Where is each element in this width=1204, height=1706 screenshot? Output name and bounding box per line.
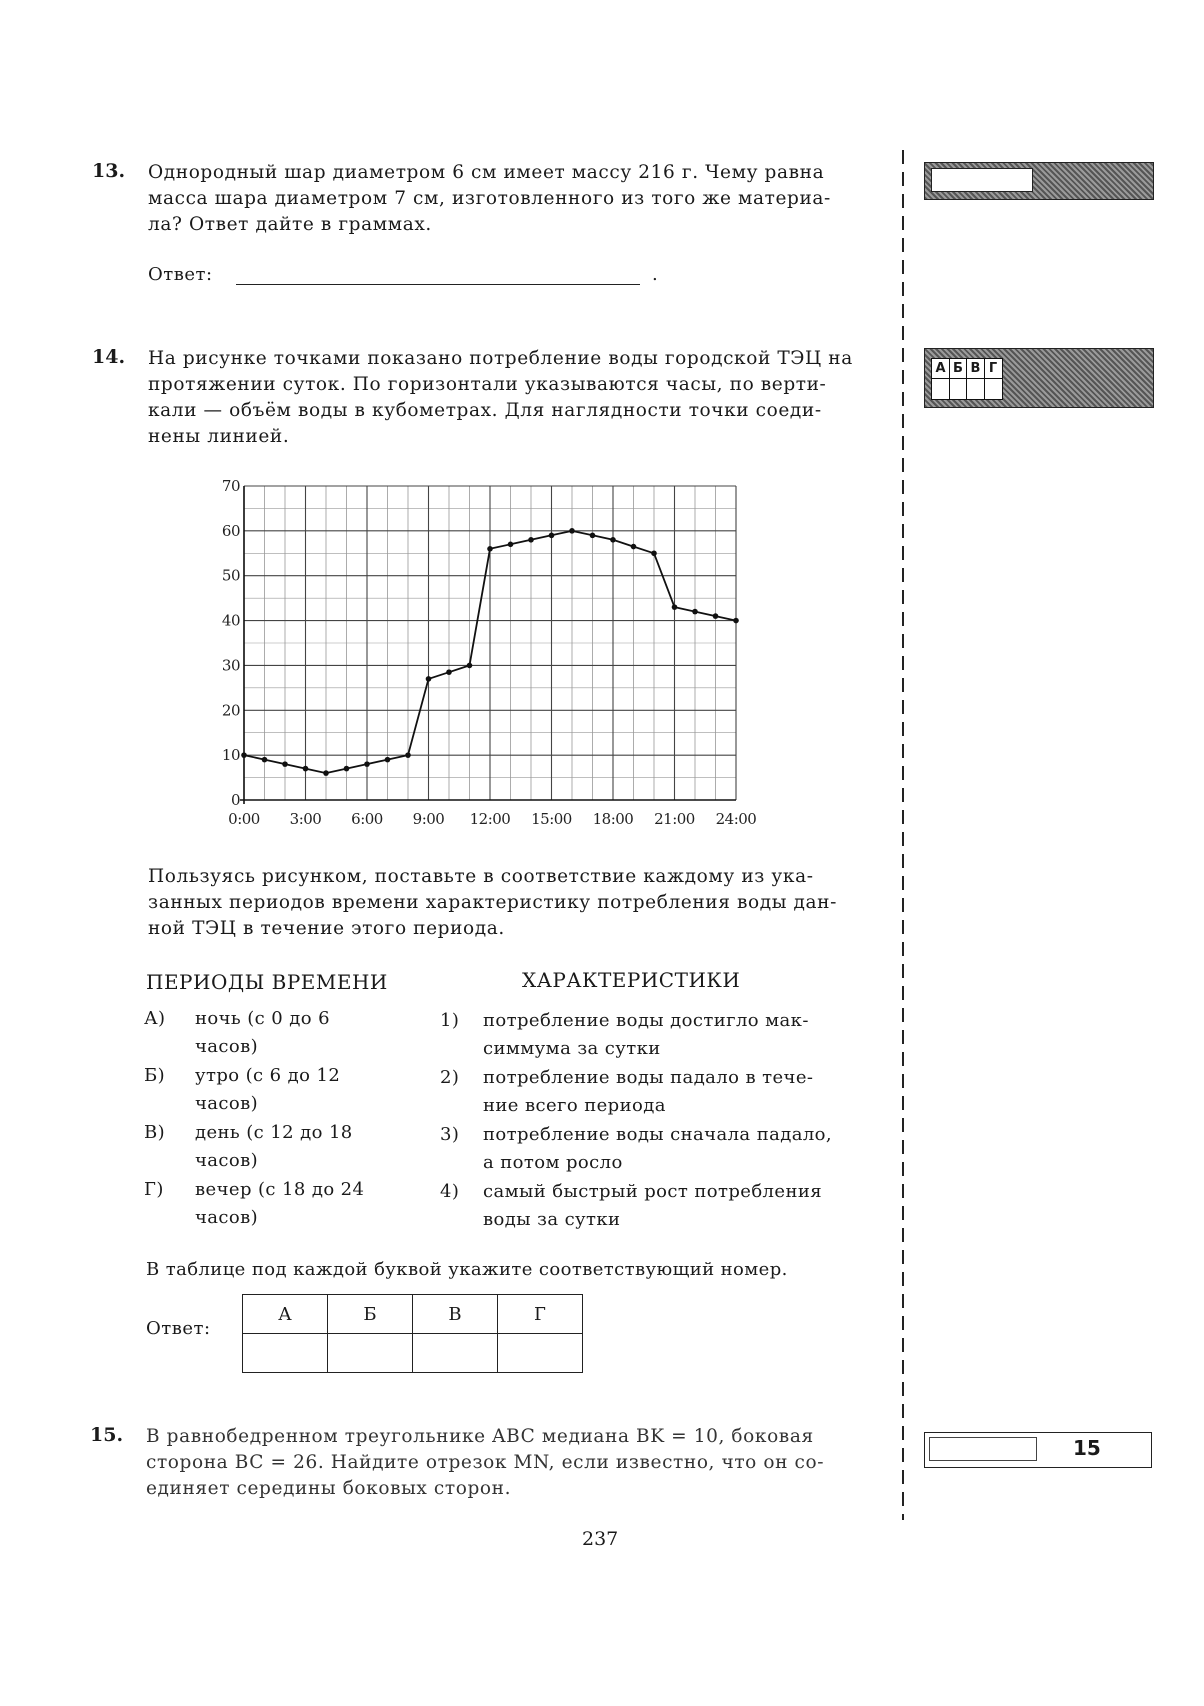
q13-line: масса шара диаметром 7 см, изготовленного из того же материа- [148, 188, 831, 209]
y-tick-label: 30 [221, 656, 240, 675]
characteristic-number: 3) [440, 1124, 460, 1145]
data-point [610, 537, 616, 543]
abvg-answer-cell[interactable] [966, 378, 985, 400]
period-letter: Б) [144, 1065, 166, 1086]
data-point [467, 663, 473, 669]
q15-line: В равнобедренном треугольнике ABC медиана BK = 10, боковая [146, 1426, 814, 1447]
answer-box-15-label: 15 [1073, 1436, 1101, 1460]
data-point [569, 528, 575, 534]
x-tick-label: 12:00 [469, 810, 511, 828]
data-point [549, 533, 555, 539]
period-text: часов) [195, 1036, 259, 1057]
q14-instruction-line: ной ТЭЦ в течение этого периода. [148, 918, 505, 939]
x-tick-label: 21:00 [654, 810, 695, 828]
characteristic-number: 4) [440, 1181, 460, 1202]
cut-line [902, 150, 904, 1520]
y-tick-label: 40 [221, 611, 240, 630]
y-tick-label: 20 [221, 701, 240, 720]
question-13-text [148, 160, 880, 238]
question-15-text [146, 1424, 880, 1502]
q13-answer-dot: . [652, 264, 659, 285]
abvg-cell: В [966, 358, 985, 380]
q14-instruction-line: занных периодов времени характеристику потребления воды дан- [148, 892, 837, 913]
characteristic-number: 1) [440, 1010, 460, 1031]
data-point [631, 544, 637, 550]
period-text: утро (с 6 до 12 [195, 1065, 341, 1086]
x-tick-label: 24:00 [715, 810, 757, 828]
answer-table-header-row [243, 1295, 583, 1334]
q13-line: Однородный шар диаметром 6 см имеет массу 216 г. Чему равна [148, 162, 825, 183]
characteristic-text: потребление воды достигло мак- [483, 1010, 809, 1031]
data-point [692, 609, 698, 615]
answer-cell-v[interactable] [413, 1334, 498, 1373]
period-text: часов) [195, 1150, 259, 1171]
period-text: день (с 12 до 18 [195, 1122, 353, 1143]
x-tick-label: 6:00 [351, 810, 383, 828]
characteristic-text: самый быстрый рост потребления [483, 1181, 822, 1202]
period-text: вечер (с 18 до 24 [195, 1179, 365, 1200]
period-text: часов) [195, 1093, 259, 1114]
table-instruction: В таблице под каждой буквой укажите соответствующий номер. [146, 1259, 788, 1280]
data-point [344, 766, 350, 772]
periods-heading: ПЕРИОДЫ ВРЕМЕНИ [146, 970, 388, 994]
data-point [446, 669, 452, 675]
question-15-number: 15. [90, 1424, 124, 1446]
characteristic-text: ние всего периода [483, 1095, 666, 1116]
q14-answer-label: Ответ: [146, 1318, 211, 1339]
data-point [426, 676, 432, 682]
x-tick-label: 9:00 [412, 810, 445, 828]
answer-box-13-field[interactable] [931, 168, 1033, 192]
characteristic-text: потребление воды падало в тече- [483, 1067, 814, 1088]
x-tick-label: 15:00 [531, 810, 572, 828]
answer-table-header: Б [328, 1295, 413, 1334]
characteristic-number: 2) [440, 1067, 460, 1088]
q13-answer-label: Ответ: [148, 264, 213, 285]
data-point [733, 618, 739, 624]
q15-line: единяет середины боковых сторон. [146, 1478, 512, 1499]
q15-line: сторона BC = 26. Найдите отрезок MN, если известно, что он со- [146, 1452, 825, 1473]
question-14-text [148, 346, 880, 450]
characteristic-text: симмума за сутки [483, 1038, 661, 1059]
answer-table-header: Г [498, 1295, 583, 1334]
q14-line: нены линией. [148, 426, 290, 447]
y-tick-label: 0 [230, 791, 240, 809]
data-point [487, 546, 493, 552]
x-tick-label: 18:00 [592, 810, 634, 828]
data-point [385, 757, 391, 763]
characteristic-text: а потом росло [483, 1152, 623, 1173]
data-point [241, 752, 247, 758]
water-consumption-chart [200, 470, 780, 840]
period-letter: Г) [144, 1179, 164, 1200]
answer-table [242, 1294, 583, 1373]
data-point [508, 542, 514, 548]
period-text: ночь (с 0 до 6 [195, 1008, 330, 1029]
answer-table-input-row [243, 1334, 583, 1373]
answer-cell-a[interactable] [243, 1334, 328, 1373]
abvg-cells [931, 357, 1001, 380]
q14-line: протяжении суток. По горизонтали указываются часы, по верти- [148, 374, 827, 395]
characteristic-text: воды за сутки [483, 1209, 621, 1230]
question-14-number: 14. [92, 346, 126, 368]
data-point [590, 533, 596, 539]
abvg-answer-cell[interactable] [949, 378, 968, 400]
data-point [323, 770, 329, 776]
q14-instruction [148, 864, 880, 942]
characteristics-heading: ХАРАКТЕРИСТИКИ [522, 968, 741, 992]
data-point [262, 757, 268, 763]
q13-answer-line[interactable] [236, 284, 640, 285]
x-tick-label: 3:00 [289, 810, 322, 828]
period-text: часов) [195, 1207, 259, 1228]
q14-instruction-line: Пользуясь рисунком, поставьте в соответствие каждому из ука- [148, 866, 814, 887]
data-point [303, 766, 309, 772]
y-tick-label: 70 [221, 477, 240, 495]
y-tick-label: 10 [221, 746, 240, 765]
data-point [651, 550, 657, 556]
q14-line: кали — объём воды в кубометрах. Для наглядности точки соеди- [148, 400, 822, 421]
data-point [405, 752, 411, 758]
x-tick-label: 0:00 [228, 810, 260, 828]
answer-table-header: В [413, 1295, 498, 1334]
abvg-answer-cells [931, 378, 1001, 404]
answer-table-header: А [243, 1295, 328, 1334]
q14-line: На рисунке точками показано потребление воды городской ТЭЦ на [148, 348, 853, 369]
answer-cell-g[interactable] [498, 1334, 583, 1373]
abvg-cell: А [931, 358, 950, 380]
y-tick-label: 50 [221, 566, 240, 585]
abvg-answer-cell[interactable] [931, 378, 950, 400]
answer-box-15-field[interactable] [929, 1437, 1037, 1461]
period-letter: А) [144, 1008, 166, 1029]
answer-box-13 [924, 162, 1154, 200]
abvg-cell: Г [984, 358, 1003, 380]
question-13-number: 13. [92, 160, 126, 182]
data-point [364, 761, 370, 767]
page-number: 237 [582, 1528, 619, 1550]
q13-line: ла? Ответ дайте в граммах. [148, 214, 432, 235]
data-point [282, 761, 288, 767]
abvg-answer-cell[interactable] [984, 378, 1003, 400]
answer-cell-b[interactable] [328, 1334, 413, 1373]
answer-box-14 [924, 348, 1154, 408]
characteristic-text: потребление воды сначала падало, [483, 1124, 833, 1145]
period-letter: В) [144, 1122, 166, 1143]
data-point [528, 537, 534, 543]
y-tick-label: 60 [221, 521, 240, 540]
data-point [672, 604, 678, 610]
data-point [713, 613, 719, 619]
abvg-cell: Б [949, 358, 968, 380]
answer-box-15 [924, 1432, 1152, 1468]
